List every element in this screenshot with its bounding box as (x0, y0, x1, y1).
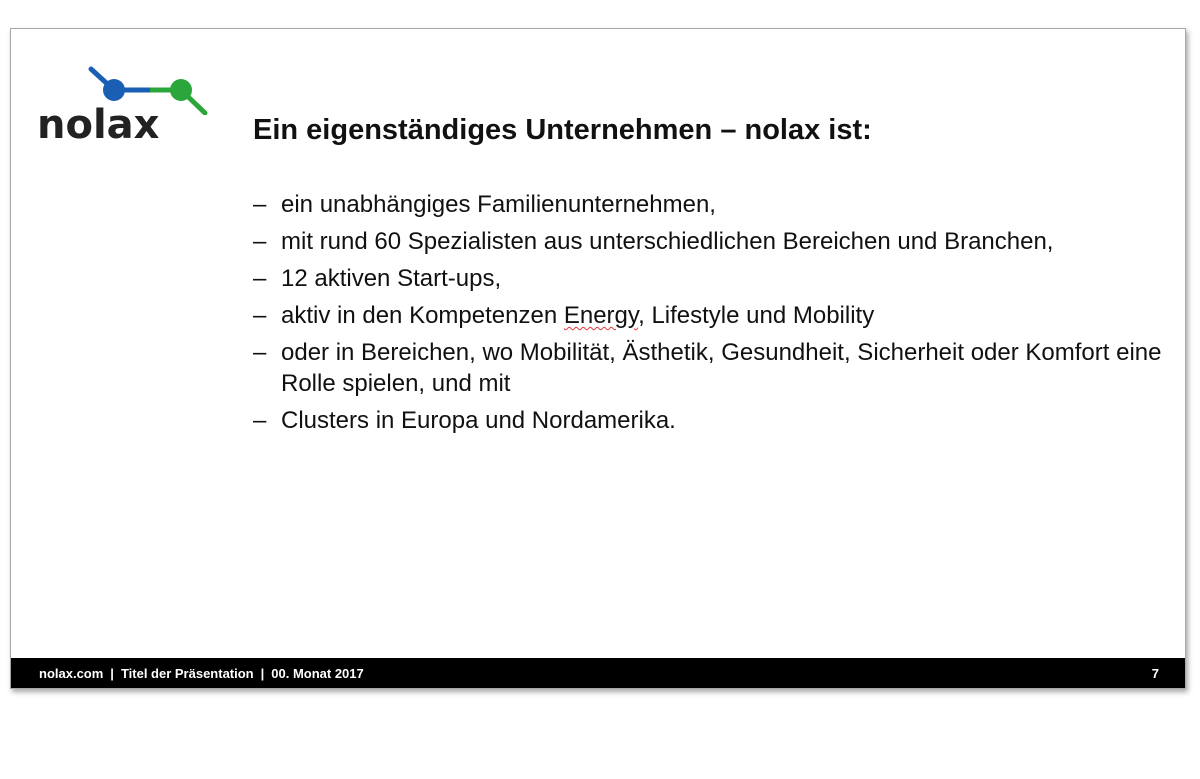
bullet-marker: – (253, 339, 267, 366)
bullet-item (253, 300, 1163, 331)
bullet-list (253, 189, 1163, 442)
page-number: 7 (1151, 666, 1159, 681)
bullet-item (253, 263, 1163, 294)
bullet-marker: – (253, 407, 267, 434)
slide-footer (11, 658, 1185, 688)
bullet-text: Clusters in Europa und Nordamerika. (281, 407, 676, 434)
logo-wordmark: nolax (37, 102, 160, 148)
bullet-item (253, 226, 1163, 257)
footer-website: nolax.com (39, 666, 104, 681)
slide-title: Ein eigenständiges Unternehmen – nolax ist: (253, 114, 872, 146)
slide (10, 28, 1186, 689)
bullet-text-start: aktiv in den Kompetenzen (281, 302, 564, 329)
footer-date: 00. Monat 2017 (271, 666, 364, 681)
bullet-item (253, 189, 1163, 220)
bullet-marker: – (253, 265, 267, 292)
footer-presentation-title: Titel der Präsentation (120, 666, 254, 681)
bullet-text: 12 aktiven Start-ups, (281, 265, 502, 292)
footer-separator: | (260, 666, 265, 681)
bullet-marker: – (253, 191, 267, 218)
bullet-marker: – (253, 302, 267, 329)
footer-info (39, 666, 364, 681)
bullet-item (253, 405, 1163, 436)
spellcheck-flagged-word: Energy (563, 302, 639, 329)
bullet-item (253, 337, 1163, 399)
bullet-text-end: , Lifestyle und Mobility (638, 302, 875, 329)
bullet-text: oder in Bereichen, wo Mobilität, Ästhetik, Gesundheit, Sicherheit oder Komfort eine Rolle spielen, und mit (281, 339, 1162, 397)
bullet-marker: – (253, 228, 267, 255)
bullet-text: ein unabhängiges Familienunternehmen, (281, 191, 716, 218)
nolax-logo (37, 65, 217, 151)
bullet-text: mit rund 60 Spezialisten aus unterschiedlichen Bereichen und Branchen, (281, 228, 1054, 255)
footer-separator: | (110, 666, 114, 681)
